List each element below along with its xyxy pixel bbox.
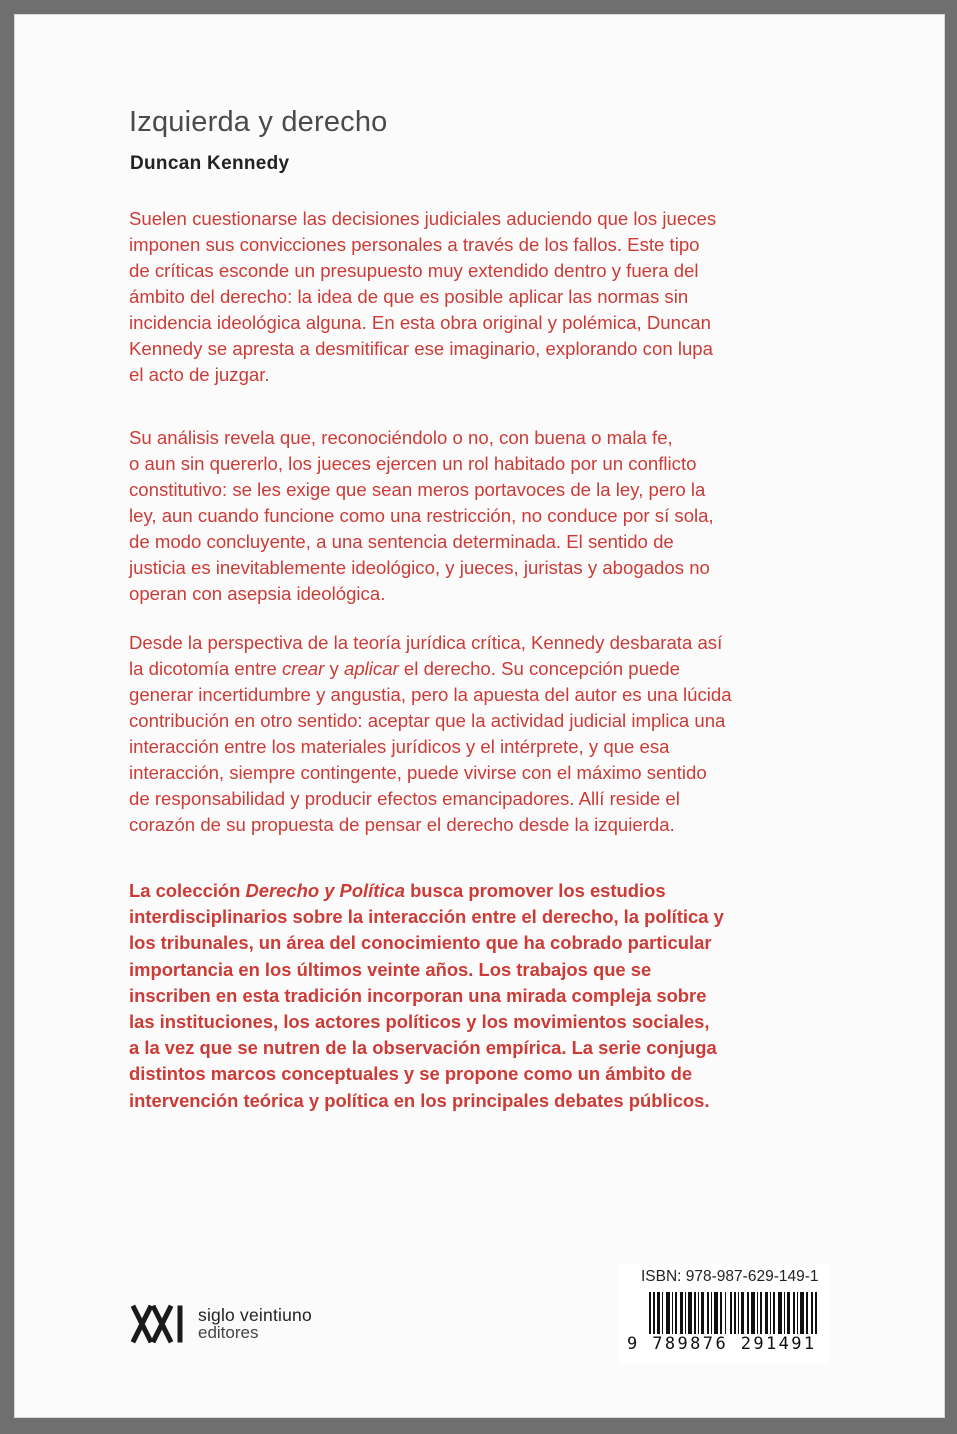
text-line: las instituciones, los actores políticos y los movimientos sociales,	[129, 1011, 710, 1033]
text-line	[129, 656, 829, 682]
text-line: justicia es inevitablemente ideológico, y jueces, juristas y abogados no	[129, 557, 710, 578]
book-author: Duncan Kennedy	[130, 153, 290, 174]
text-line: Kennedy se apresta a desmitificar ese imaginario, explorando con lupa	[129, 338, 713, 359]
blurb-paragraph-2	[129, 425, 829, 607]
text-line: distintos marcos conceptuales y se propone como un ámbito de	[129, 1063, 693, 1085]
xxi-logo-icon	[130, 1304, 188, 1344]
text-line: ley, aun cuando funcione como una restricción, no conduce por sí sola,	[129, 505, 714, 526]
text-fragment: la dicotomía entre	[129, 658, 282, 679]
isbn-barcode-block	[619, 1264, 829, 1364]
publisher-subtitle: editores	[198, 1323, 259, 1342]
publisher-name: siglo veintiuno	[198, 1305, 312, 1325]
text-fragment: busca promover los estudios	[404, 880, 666, 901]
text-line: Su análisis revela que, reconociéndolo o no, con buena o mala fe,	[129, 427, 673, 448]
text-line: generar incertidumbre y angustia, pero la apuesta del autor es una lúcida	[129, 684, 732, 705]
text-line: operan con asepsia ideológica.	[129, 583, 386, 604]
text-line: constitutivo: se les exige que sean meros portavoces de la ley, pero la	[129, 479, 706, 500]
isbn-label: ISBN: 978-987-629-149-1	[641, 1268, 819, 1285]
text-line: a la vez que se nutren de la observación empírica. La serie conjuga	[129, 1037, 717, 1059]
collection-description	[129, 878, 834, 1114]
text-line: de críticas esconde un presupuesto muy extendido dentro y fuera del	[129, 260, 699, 281]
text-line: interacción entre los materiales jurídicos y el intérprete, y que esa	[129, 736, 670, 757]
text-line: importancia en los últimos veinte años. Los trabajos que se	[129, 958, 652, 980]
book-title: Izquierda y derecho	[129, 106, 388, 138]
collection-name: Derecho y Política	[245, 880, 405, 901]
text-line: el acto de juzgar.	[129, 364, 270, 385]
text-line	[129, 878, 834, 904]
book-back-cover	[14, 14, 945, 1418]
text-fragment: La colección	[129, 880, 246, 901]
text-line: inscriben en esta tradición incorporan una mirada compleja sobre	[129, 984, 707, 1006]
text-line: corazón de su propuesta de pensar el derecho desde la izquierda.	[129, 814, 675, 835]
publisher-logo	[130, 1304, 312, 1344]
text-fragment: el derecho. Su concepción puede	[398, 658, 680, 679]
text-line: interacción, siempre contingente, puede vivirse con el máximo sentido	[129, 762, 707, 783]
italic-term-aplicar: aplicar	[343, 658, 399, 679]
text-line: Suelen cuestionarse las decisiones judiciales aduciendo que los jueces	[129, 208, 717, 229]
blurb-paragraph-3	[129, 630, 829, 838]
italic-term-crear: crear	[281, 658, 325, 679]
text-line: contribución en otro sentido: aceptar que la actividad judicial implica una	[129, 710, 726, 731]
text-line: imponen sus convicciones personales a través de los fallos. Este tipo	[129, 234, 700, 255]
text-line: incidencia ideológica alguna. En esta obra original y polémica, Duncan	[129, 312, 711, 333]
text-line: ámbito del derecho: la idea de que es posible aplicar las normas sin	[129, 286, 689, 307]
text-line: de responsabilidad y producir efectos emancipadores. Allí reside el	[129, 788, 680, 809]
text-line: intervención teórica y política en los principales debates públicos.	[129, 1089, 710, 1111]
barcode-digits: 9 789876 291491	[627, 1334, 817, 1354]
text-line: interdisciplinarios sobre la interacción entre el derecho, la política y	[129, 906, 724, 928]
text-line: los tribunales, un área del conocimiento que ha cobrado particular	[129, 932, 712, 954]
text-line: de modo concluyente, a una sentencia determinada. El sentido de	[129, 531, 674, 552]
text-fragment: y	[324, 658, 344, 679]
publisher-text	[198, 1306, 312, 1342]
text-line: Desde la perspectiva de la teoría jurídica crítica, Kennedy desbarata así	[129, 632, 723, 653]
text-line: o aun sin quererlo, los jueces ejercen un rol habitado por un conflicto	[129, 453, 697, 474]
blurb-paragraph-1	[129, 206, 829, 388]
